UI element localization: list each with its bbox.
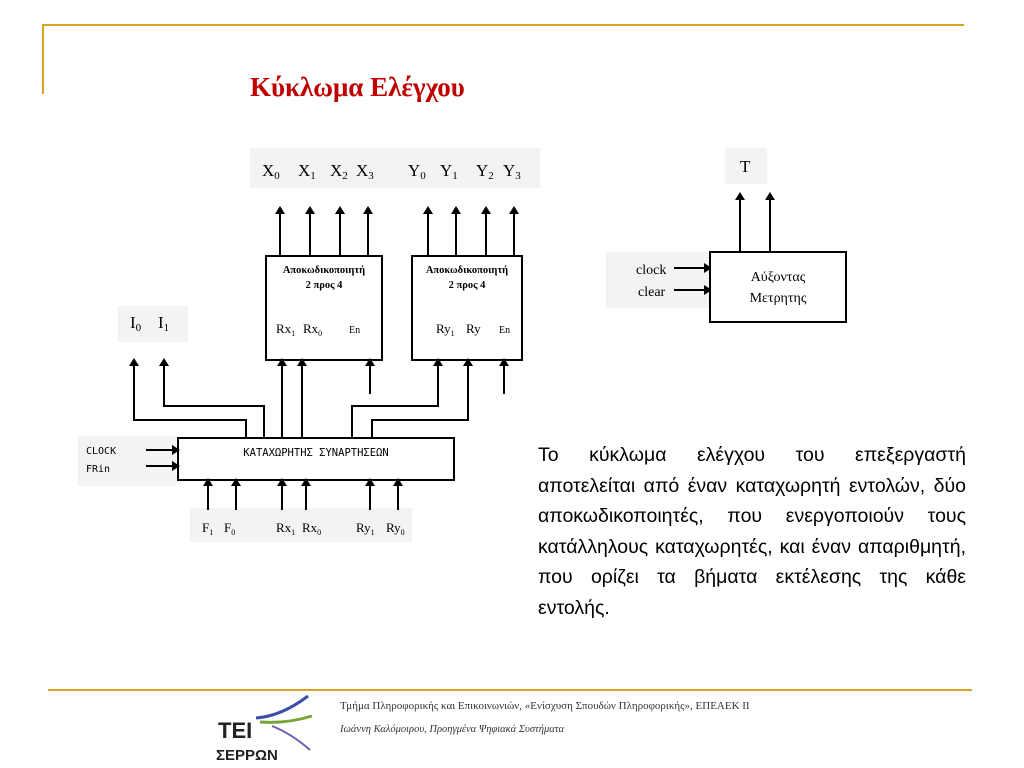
decoder-x-input-rx1: $Rx_1$ (276, 321, 296, 338)
counter-box (710, 252, 846, 322)
register-clock-label: CLOCK (86, 446, 117, 457)
logo-text-tei: ΤΕΙ (218, 718, 253, 743)
ry1-label: $Ry_1$ (356, 520, 375, 537)
register-frin-label: FRin (86, 464, 111, 475)
decoder-y-title: Αποκωδικοποιητή (425, 265, 509, 276)
y2-label: Y2 (476, 161, 494, 182)
counter-subtitle: Μετρητης (749, 291, 807, 306)
ry0-label: $Ry_0$ (386, 520, 405, 537)
logo-swoosh-blue (256, 696, 308, 718)
i1-wire (164, 362, 264, 438)
i-outputs-label-bg (118, 306, 188, 342)
slide-title: Κύκλωμα Ελέγχου (250, 72, 465, 102)
f0-label: $F_0$ (224, 520, 236, 537)
function-register-label: ΚΑΤΑΧΩΡΗΤΗΣ ΣΥΝΑΡΤΗΣΕΩΝ (243, 447, 389, 459)
footer-department: Τμήμα Πληροφορικής και Επικοινωνιών, «Ενίσχυση Σπουδών Πληροφορικής», ΕΠΕΑΕΚ ΙΙ (340, 700, 750, 712)
y-outputs-label-bg (400, 148, 540, 188)
function-register-box (178, 438, 454, 480)
ry1-to-decoder-wire (352, 362, 438, 438)
y3-label: Y3 (503, 161, 521, 182)
slide-description: Το κύκλωμα ελέγχου του επεξεργαστή αποτελείται από έναν καταχωρητή εντολών, δύο αποκωδικοποιητές, που ενεργοποιούν τους κατάλληλους καταχωρητές, και έναν απαριθμητή, που ορίζει τα βήματα εκτέλεσης της κάθε εντολής. (538, 444, 966, 619)
y0-label: Y0 (408, 161, 426, 182)
counter-clock-label: clock (636, 263, 667, 278)
x1-label: X1 (298, 161, 316, 182)
logo-text-serron: ΣΕΡΡΩΝ (216, 747, 278, 764)
counter-clear-label: clear (638, 285, 666, 300)
rx0-label: $Rx_0$ (302, 520, 322, 537)
i1-label: I1 (158, 313, 170, 334)
i0-label: I0 (130, 313, 142, 334)
decoder-x-enable: En (349, 325, 361, 336)
f1-label: $F_1$ (202, 520, 214, 537)
i0-wire (134, 362, 246, 438)
decoder-y-enable: En (499, 325, 511, 336)
x2-label: X2 (330, 161, 348, 182)
y1-label: Y1 (440, 161, 458, 182)
x3-label: X3 (356, 161, 374, 182)
footer-divider (48, 689, 972, 691)
footer-author: Ιωάννη Καλόμοιρου, Προηγμένα Ψηφιακά Συστήματα (340, 724, 565, 735)
decoder-x-title: Αποκωδικοποιητή (282, 265, 366, 276)
x0-label: X0 (262, 161, 280, 182)
register-control-label-bg (78, 436, 176, 486)
decoder-y-input-ry: Ry (466, 321, 481, 336)
decoder-x-input-rx0: $Rx_0$ (303, 321, 323, 338)
decoder-y-subtitle: 2 προς 4 (448, 280, 486, 291)
rx1-label: $Rx_1$ (276, 520, 296, 537)
tei-serron-logo (212, 690, 332, 766)
counter-t-label: T (740, 157, 751, 176)
decoder-y-input-ry1: $Ry_1$ (436, 321, 455, 338)
counter-title: Αύξοντας (750, 270, 806, 285)
ry0-to-decoder-wire (372, 362, 468, 438)
decoder-x-subtitle: 2 προς 4 (305, 280, 343, 291)
